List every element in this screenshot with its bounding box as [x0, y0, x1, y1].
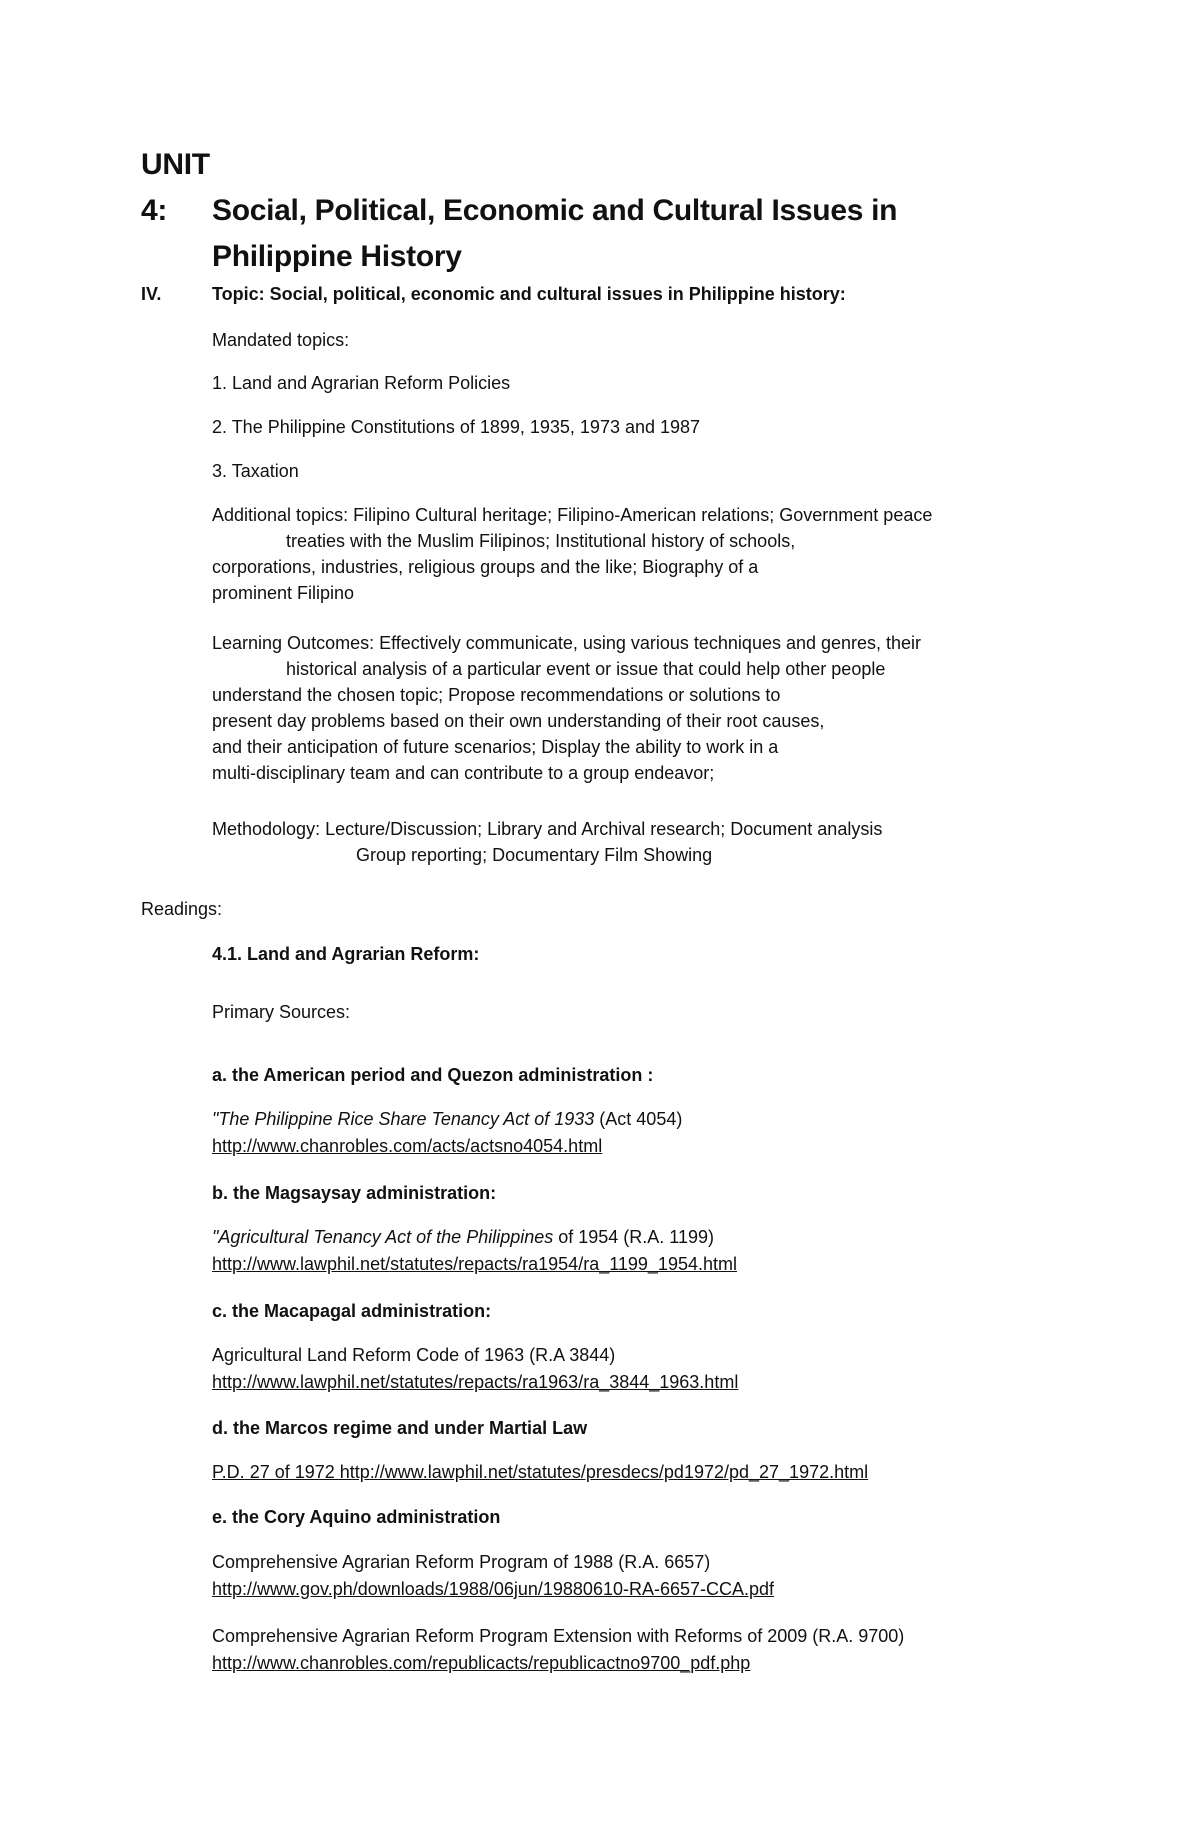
mandated-item: 1. Land and Agrarian Reform Policies: [212, 373, 511, 393]
reading-e-act2: Comprehensive Agrarian Reform Program Extension with Reforms of 2009 (R.A. 9700): [212, 1626, 905, 1646]
reading-e-heading: e. the Cory Aquino administration: [212, 1507, 501, 1527]
learning-outcomes: [212, 630, 1062, 786]
reading-a-act: [212, 1106, 682, 1132]
outcomes-line: multi-disciplinary team and can contribute to a group endeavor;: [212, 763, 715, 783]
outcomes-line: Learning Outcomes: Effectively communicate, using various techniques and genres, their: [212, 633, 922, 653]
additional-line: corporations, industries, religious groups and the like; Biography of a: [212, 557, 759, 577]
additional-line: treaties with the Muslim Filipinos; Institutional history of schools,: [286, 531, 796, 551]
reading-b-heading: b. the Magsaysay administration:: [212, 1183, 497, 1203]
reading-a-heading: a. the American period and Quezon administration :: [212, 1065, 654, 1085]
primary-sources-label: Primary Sources:: [212, 1002, 351, 1022]
topic-label: Topic:: [212, 284, 265, 304]
unit-title: [141, 142, 1071, 280]
reading-a-link[interactable]: http://www.chanrobles.com/acts/actsno4054.html: [212, 1136, 603, 1156]
reading-b-act: [212, 1224, 714, 1250]
additional-line: prominent Filipino: [212, 583, 355, 603]
reading-e-link1[interactable]: http://www.gov.ph/downloads/1988/06jun/19880610-RA-6657-CCA.pdf: [212, 1579, 775, 1599]
reading-c-act: Agricultural Land Reform Code of 1963 (R.A 3844): [212, 1345, 616, 1365]
additional-line: Additional topics: Filipino Cultural heritage; Filipino-American relations; Government peace: [212, 505, 933, 525]
reading-e-link2[interactable]: http://www.chanrobles.com/republicacts/republicactno9700_pdf.php: [212, 1653, 751, 1673]
reading-a-act-title: "The Philippine Rice Share Tenancy Act of 1933: [212, 1109, 595, 1129]
reading-c-heading: c. the Macapagal administration:: [212, 1301, 492, 1321]
unit-title-line1: Social, Political, Economic and Cultural Issues in: [212, 194, 898, 227]
topic-text: Social, political, economic and cultural issues in Philippine history:: [269, 284, 846, 304]
methodology: [212, 816, 1062, 868]
reading-e-act1: Comprehensive Agrarian Reform Program of 1988 (R.A. 6657): [212, 1552, 711, 1572]
methodology-line: Group reporting; Documentary Film Showing: [356, 845, 713, 865]
unit-title-line2: Philippine History: [212, 240, 462, 273]
topic-heading: [212, 284, 846, 305]
outcomes-line: understand the chosen topic; Propose recommendations or solutions to: [212, 685, 781, 705]
methodology-line: Methodology: Lecture/Discussion; Library and Archival research; Document analysis: [212, 819, 883, 839]
mandated-item: 3. Taxation: [212, 461, 299, 481]
reading-c-link[interactable]: http://www.lawphil.net/statutes/repacts/ra1963/ra_3844_1963.html: [212, 1372, 739, 1392]
mandated-label: Mandated topics:: [212, 330, 350, 350]
reading-a-act-suffix: (Act 4054): [594, 1109, 683, 1129]
reading-d-link[interactable]: P.D. 27 of 1972 http://www.lawphil.net/statutes/presdecs/pd1972/pd_27_1972.html: [212, 1462, 869, 1482]
reading-d-heading: d. the Marcos regime and under Martial Law: [212, 1418, 588, 1438]
additional-topics: [212, 502, 1062, 606]
reading-heading: 4.1. Land and Agrarian Reform:: [212, 944, 480, 964]
outcomes-line: historical analysis of a particular event or issue that could help other people: [286, 659, 886, 679]
reading-b-act-title: "Agricultural Tenancy Act of the Philippines: [212, 1227, 554, 1247]
outcomes-line: and their anticipation of future scenarios; Display the ability to work in a: [212, 737, 779, 757]
readings-label: Readings:: [141, 899, 223, 919]
mandated-item: 2. The Philippine Constitutions of 1899, 1935, 1973 and 1987: [212, 417, 701, 437]
reading-b-link[interactable]: http://www.lawphil.net/statutes/repacts/ra1954/ra_1199_1954.html: [212, 1254, 737, 1274]
reading-b-act-suffix: of 1954 (R.A. 1199): [553, 1227, 715, 1247]
unit-number: UNIT 4:: [141, 148, 210, 227]
section-number: IV.: [141, 284, 162, 304]
outcomes-line: present day problems based on their own understanding of their root causes,: [212, 711, 825, 731]
